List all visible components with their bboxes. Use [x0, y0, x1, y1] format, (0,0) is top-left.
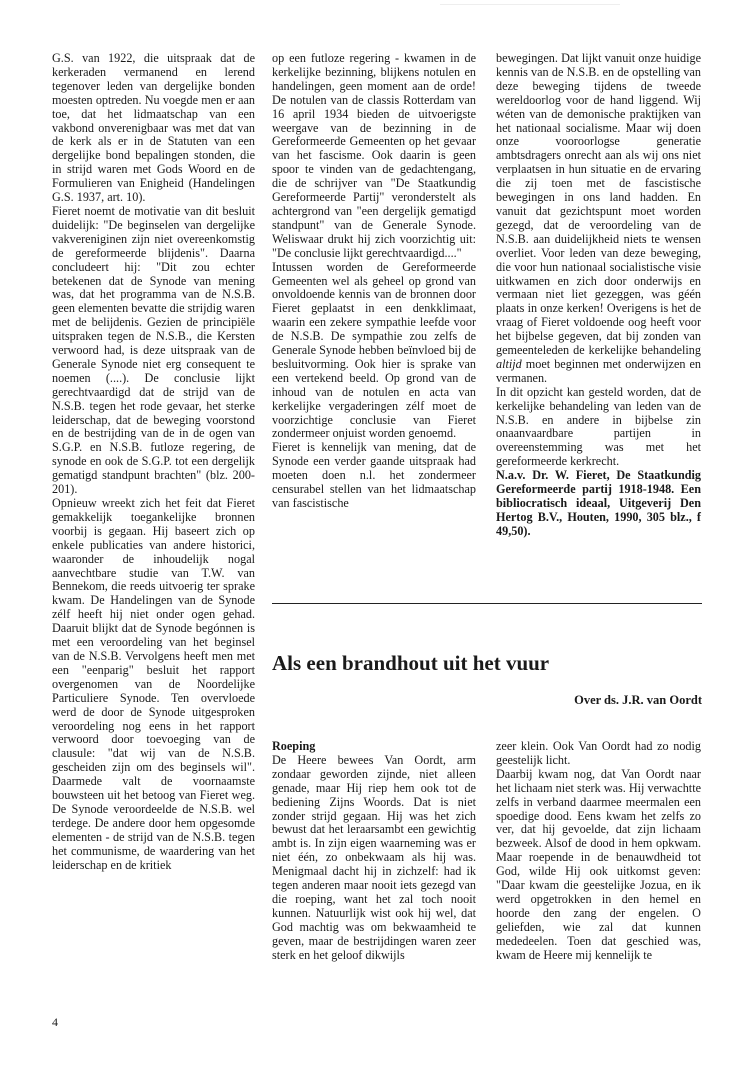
article-column-right: [496, 740, 701, 963]
paragraph-text: bewegingen. Dat lijkt vanuit onze huidige kennis van de N.S.B. en de opstelling van deze beweging tijdens de tweede wereldoorlog voor de hand liggend. Wij wéten van de demonische praktijken van het nationaal socialisme. Maar wij doen onze vooroorlogse generatie ambtsdragers onrecht aan als wij ons niet verplaatsen in hun situatie en de ervaring die zij toen met de fascistische bewegingen in ons land hadden. En vanuit dat gezichtspunt moet worden gezegd, dat de veroordeling van de N.S.B. aan duidelijkheid niets te wensen overliet. Voor leden van deze beweging, die voor hun nationaal socialistische visie uitkwamen en zich door onderwijs en vermaan niet liet gezeggen, was géén plaats in onze kerken! Overigens is het de vraag of Fieret voldoende oog heeft voor het bijbelse gegeven, dat bij zonden van gemeenteleden de kerkelijke behandeling: [496, 51, 701, 358]
paragraph: In dit opzicht kan gesteld worden, dat de kerkelijke behandeling van leden van de N.S.B. en andere in bijbelse zin onaanvaardbare partijen in overeenstemming was met het gereformeerde kerkrecht.: [496, 384, 701, 469]
paragraph: Opnieuw wreekt zich het feit dat Fieret gemakkelijk toegankelijke bronnen voorbij is gegaan. Hij baseert zich op enkele publicaties van andere historici, waaronder de inhoudelijk nogal aanvechtbare studie van T.W. van Bennekom, die reeds uitvoerig ter sprake kwam. De Handelingen van de Synode zélf heeft hij niet onder ogen gehad. Daaruit blijkt dat de Synode begónnen is met een veroordeling van het beginsel van de N.S.B. Vervolgens heeft men met een "eenparig" besluit het rapport overgenomen van de Noordelijke Particuliere Synode. Ten overvloede werd de door de Synode uitgesproken veroordeling nog eens in het rapport verwoord door toevoeging van de clausule: "dat wij van de N.S.B. gescheiden zijn om des beginsels wil". Daarmede valt de voornaamste bouwsteen uit het betoog van Fieret weg. De Synode veroordeelde de N.S.B. wel terdege. De andere door hem opgesomde elementen - de strijd van de N.S.B. tegen het communisme, de waardering van het leiderschap en de kritiek: [52, 496, 255, 872]
paragraph: G.S. van 1922, die uitspraak dat de kerkeraden vermanend en lerend tegenover leden van dergelijke bonden moesten optreden. Nu voegde men er aan toe, dat het lidmaatschap van een vakbond onverenigbaar was met dat van de kerk als er in de Statuten van een dergelijke bond bepalingen stonden, die in strijd waren met Gods Woord en de Formulieren van Enigheid (Handelingen G.S. 1937, art. 10).: [52, 51, 255, 205]
paragraph-text: moet beginnen met onderwijzen en vermanen.: [496, 356, 702, 385]
emphasis-text: altijd: [496, 356, 522, 371]
paragraph: zeer klein. Ook Van Oordt had zo nodig geestelijk licht.: [496, 739, 701, 767]
article-byline: Over ds. J.R. van Oordt: [574, 693, 702, 707]
paragraph: op een futloze regering - kwamen in de kerkelijke bezinning, blijkens notulen en handelingen, geen moment aan de orde! De notulen van de classis Rotterdam van 16 april 1934 bieden de uitvoerigste weergave van de bezinning in de Gereformeerde Gemeenten op het gevaar van het fascisme. Ook daarin is geen spoor te vinden van de gedachtengang, die de schrijver van "De Staatkundig Gereformeerde Partij" veronderstelt als achtergrond van "een dergelijk gematigd standpunt" van de Generale Synode. Weliswaar drukt hij zich voorzichtig uit: "De conclusie lijkt gerechtvaardigd....": [272, 51, 476, 260]
text-column-right: [496, 52, 701, 539]
paragraph: Fieret is kennelijk van mening, dat de Synode een verder gaande uitspraak had moeten doen n.l. het zondermeer censurabel stellen van het lidmaatschap van fascistische: [272, 440, 476, 510]
text-column-left: [52, 52, 255, 872]
page-edge-mark: [440, 4, 620, 15]
paragraph: De Heere bewees Van Oordt, arm zondaar geworden zijnde, niet alleen genade, maar Hij riep hem ook tot de bediening Zijns Woords. Dat is niet zonder strijd gegaan. Hij was het zich bewust dat het leraarsambt een gewichtig ambt is. In zijn eigen waarneming was er niet één, zo onbekwaam als hij was. Menigmaal dacht hij in zichzelf: had ik tegen anderen maar nooit iets gezegd van die roeping, want het zal toch nooit kunnen. Natuurlijk wist ook hij wel, dat God machtig was om bekwaamheid te geven, maar de bestrijdingen waren zeer sterk en het geloof dikwijls: [272, 752, 476, 962]
paragraph: Daarbij kwam nog, dat Van Oordt naar het lichaam niet sterk was. Hij verwachtte zelfs in verband daarmee meermalen een spoedige dood. Eens kwam het zelfs zo ver, dat hij gevoelde, dat zijn lichaam bezweek. Alsof de dood in hem opkwam. Maar roepende in de benauwdheid tot God, wilde Hij ook uitkomst geven: "Daar kwam die geestelijke Jozua, en ik werd opgetrokken in den hemel en hoorde den zang der engelen. O geliefden, wie zal dat kunnen mededeelen. Toen dat geschied was, kwam de Heere mij kennelijk te: [496, 766, 701, 962]
section-subheading: Roeping: [272, 739, 316, 753]
paragraph: [496, 52, 701, 386]
review-reference: N.a.v. Dr. W. Fieret, De Staatkundig Gereformeerde partij 1918-1948. Een bibliocratisch ideaal, Uitgeverij Den Hertog B.V., Houten, 1990, 305 blz., f 49,50).: [496, 468, 701, 538]
paragraph: Fieret noemt de motivatie van dit besluit duidelijk: "De beginselen van dergelijke vakvereniginen zijn niet overeenkomstig de gereformeerde blijdenis". Daarna concludeert hij: "Dit zou echter betekenen dat de Synode van mening was, dat het programma van de N.S.B. geen elementen bevatte die strijdig waren met de belijdenis. Gezien de principiële uitspraken tegen de N.S.B., die Kersten verwoord had, is deze uitspraak van de Generale Synode niet erg consequent te noemen (....). De conclusie lijkt gerechtvaardigd dat de strijd van de N.S.B. tegen het rode gevaar, het sterke leiderschap, dat de beweging voorstond en de bestrijding van de in de ogen van S.G.P. en N.S.B. futloze regering, de synode en ook de S.G.P. tot een dergelijk gematigd standpunt brachten" (blz. 200-201).: [52, 203, 255, 497]
text-column-middle: [272, 52, 476, 511]
page-number: 4: [52, 1015, 58, 1029]
article-headline: Als een brandhout uit het vuur: [272, 651, 550, 675]
section-divider: [272, 603, 702, 604]
article-column-middle: [272, 740, 476, 963]
paragraph: Intussen worden de Gereformeerde Gemeenten wel als geheel op grond van onvoldoende kennis van de bronnen door Fieret geplaatst in een denkklimaat, waarin een zekere sympathie leefde voor de N.S.B. De sympathie zou zelfs de Generale Synode hebben beïnvloed bij de besluitvorming. Ook hier is sprake van een vertekend beeld. Op grond van de inhoud van de notulen en acta van kerkelijke vergaderingen zélf moet de voorzichtige conclusie van Fieret zondermeer onjuist worden genoemd.: [272, 259, 476, 441]
